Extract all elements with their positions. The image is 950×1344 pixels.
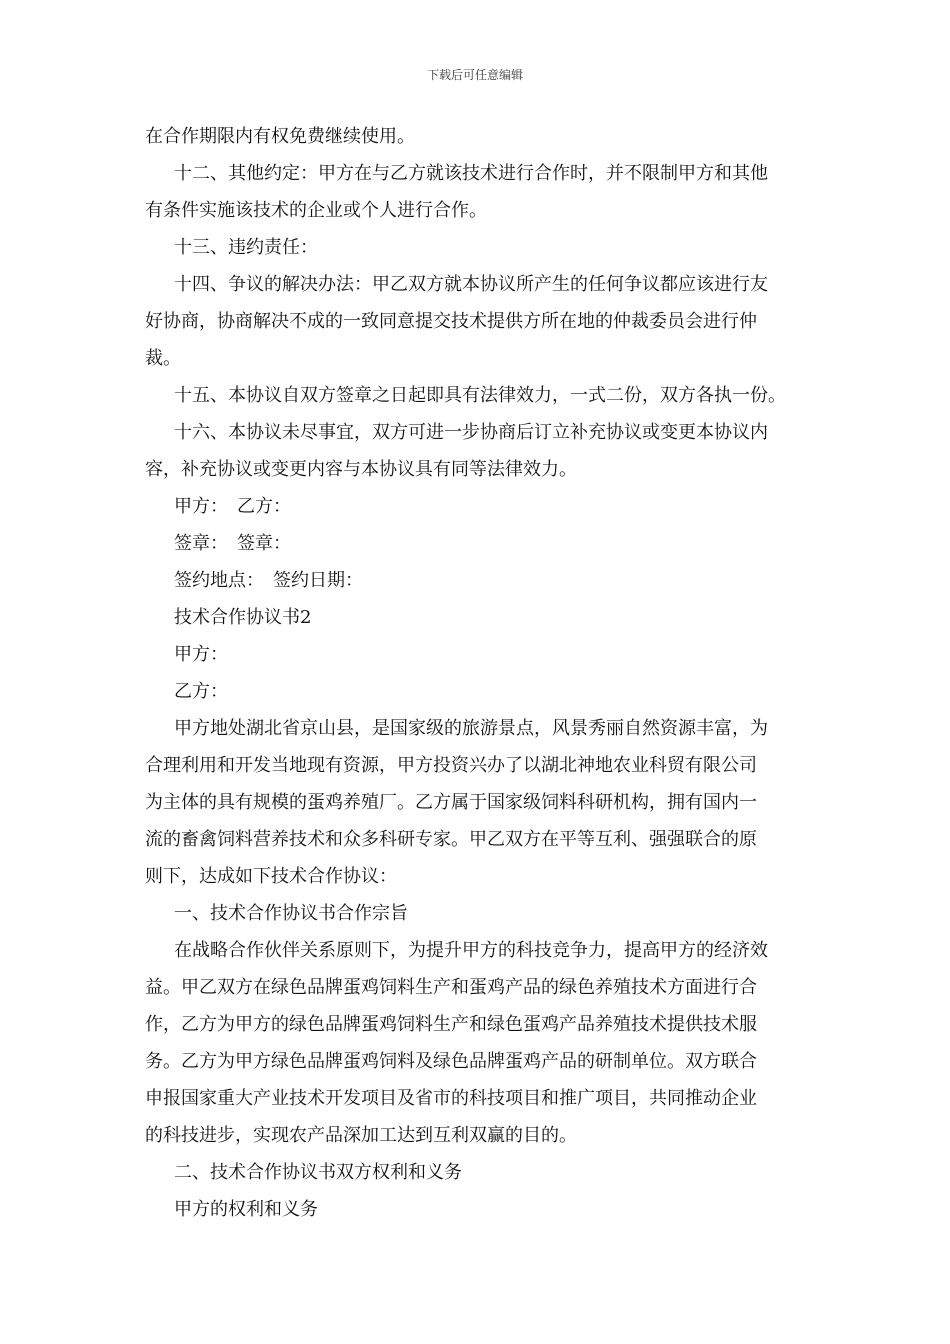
signature-party-line: 甲方： 乙方： xyxy=(174,496,291,517)
text-line: 容，补充协议或变更内容与本协议具有同等法律效力。 xyxy=(145,459,577,480)
text-line: 流的畜禽饲料营养技术和众多科研专家。甲乙双方在平等互利、强强联合的原 xyxy=(145,829,757,850)
party-b-line: 乙方： xyxy=(174,681,228,702)
text-line: 的科技进步，实现农产品深加工达到互利双赢的目的。 xyxy=(145,1125,577,1146)
text-line: 在合作期限内有权免费继续使用。 xyxy=(145,126,415,147)
party-a-line: 甲方： xyxy=(174,644,228,665)
signature-seal-line: 签章： 签章： xyxy=(174,533,291,554)
subheading-line: 甲方的权利和义务 xyxy=(174,1199,318,1220)
text-line: 合理利用和开发当地现有资源，甲方投资兴办了以湖北神地农业科贸有限公司 xyxy=(145,755,757,776)
text-line: 申报国家重大产业技术开发项目及省市的科技项目和推广项目，共同推动企业 xyxy=(145,1088,757,1109)
document-body xyxy=(145,118,810,1228)
text-line: 十二、其他约定：甲方在与乙方就该技术进行合作时，并不限制甲方和其他 xyxy=(174,163,768,184)
text-line: 有条件实施该技术的企业或个人进行合作。 xyxy=(145,200,487,221)
text-line: 十六、本协议未尽事宜，双方可进一步协商后订立补充协议或变更本协议内 xyxy=(174,422,768,443)
text-line: 甲方地处湖北省京山县，是国家级的旅游景点，风景秀丽自然资源丰富，为 xyxy=(174,718,768,739)
page-header: 下载后可任意编辑 xyxy=(426,68,523,82)
text-line: 益。甲乙双方在绿色品牌蛋鸡饲料生产和蛋鸡产品的绿色养殖技术方面进行合 xyxy=(145,977,757,998)
text-line: 十四、争议的解决办法：甲乙双方就本协议所产生的任何争议都应该进行友 xyxy=(174,274,768,295)
text-line: 十五、本协议自双方签章之日起即具有法律效力，一式二份，双方各执一份。 xyxy=(174,385,786,406)
text-line: 务。乙方为甲方绿色品牌蛋鸡饲料及绿色品牌蛋鸡产品的研制单位。双方联合 xyxy=(145,1051,757,1072)
text-line: 十三、违约责任： xyxy=(174,237,318,258)
signature-place-date-line: 签约地点： 签约日期： xyxy=(174,570,363,591)
text-line: 则下，达成如下技术合作协议： xyxy=(145,866,397,887)
text-line: 作，乙方为甲方的绿色品牌蛋鸡饲料生产和绿色蛋鸡产品养殖技术提供技术服 xyxy=(145,1014,757,1035)
text-line: 裁。 xyxy=(145,348,181,369)
heading-line: 二、技术合作协议书双方权利和义务 xyxy=(174,1162,462,1183)
text-line: 好协商，协商解决不成的一致同意提交技术提供方所在地的仲裁委员会进行仲 xyxy=(145,311,757,332)
heading-line: 一、技术合作协议书合作宗旨 xyxy=(174,903,408,924)
section-title: 技术合作协议书2 xyxy=(174,607,312,628)
text-line: 为主体的具有规模的蛋鸡养殖厂。乙方属于国家级饲料科研机构，拥有国内一 xyxy=(145,792,757,813)
text-line: 在战略合作伙伴关系原则下，为提升甲方的科技竞争力，提高甲方的经济效 xyxy=(174,940,768,961)
